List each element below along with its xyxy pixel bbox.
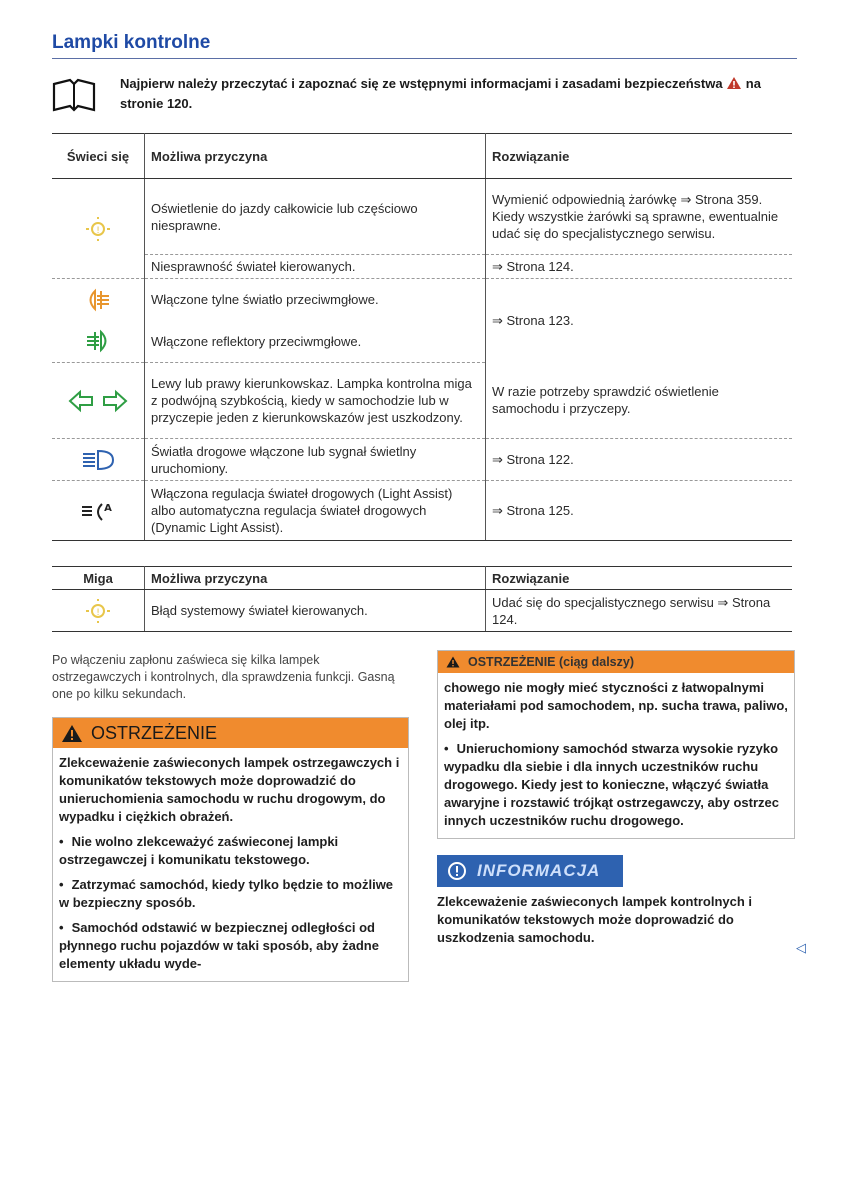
section-end-marker: ◁ xyxy=(796,940,806,955)
cause-cell: Światła drogowe włączone lub sygnał świetlny uruchomiony. xyxy=(145,439,486,481)
warning-triangle-icon xyxy=(726,76,742,90)
warning-bullet: • Samochód odstawić w bezpiecznej odległości od płynnego ruchu pojazdów w taki sposób, aby żadne elementy układu wyde- xyxy=(59,919,402,973)
solution-cell: Wymienić odpowiednią żarówkę ⇒ Strona 359. Kiedy wszystkie żarówki są sprawne, ewentualnie udać się do specjalistycznego serwisu. xyxy=(486,179,793,255)
front-fog-light-icon xyxy=(83,329,113,353)
table-row xyxy=(52,255,792,279)
solution-cell: ⇒ Strona 124. xyxy=(486,255,793,279)
intro-note xyxy=(52,74,792,122)
icon-cell xyxy=(52,439,145,481)
svg-text:!: ! xyxy=(96,607,100,618)
info-title: INFORMACJA xyxy=(477,861,601,880)
icon-cell xyxy=(52,363,145,439)
warning-continued-header xyxy=(438,651,794,673)
table-header xyxy=(52,567,792,590)
solution-cell: ⇒ Strona 123. xyxy=(492,313,574,329)
right-column xyxy=(437,650,793,947)
warning-continued-body xyxy=(438,673,794,838)
warning-body xyxy=(53,748,408,981)
intro-text-suffix: na stronie 120. xyxy=(120,76,761,111)
table-header xyxy=(52,134,792,179)
warning-bullet: • Zatrzymać samochód, kiedy tylko będzie to możliwe w bezpieczny sposób. xyxy=(59,876,402,912)
cause-cell: Lewy lub prawy kierunkowskaz. Lampka kontrolna miga z podwójną szybkością, kiedy w samochodzie lub w przyczepie jeden z kierunkowskazów jest uszkodzony. xyxy=(145,363,486,439)
header-blink: Miga xyxy=(52,567,145,590)
cause-cell: Oświetlenie do jazdy całkowicie lub częściowo niesprawne. xyxy=(145,179,486,255)
page-title: Lampki kontrolne xyxy=(52,32,211,53)
icon-cell xyxy=(52,590,145,632)
info-icon xyxy=(447,861,467,881)
icon-cell xyxy=(52,481,145,541)
warning-bullet: • Unieruchomiony samochód stwarza wysokie ryzyko wypadku dla siebie i dla innych uczestników ruchu drogowego. Kiedy jest to konieczne, włączyć światła awaryjne i rozstawić trójkąt ostrzegawczy, aby ostrzec innych uczestników ruchu drogowego. xyxy=(444,740,788,830)
book-icon xyxy=(52,78,96,112)
table-row xyxy=(52,179,792,255)
blink-lamps-table xyxy=(52,566,792,632)
title-divider xyxy=(52,58,797,59)
svg-text:A: A xyxy=(104,502,112,514)
table-row xyxy=(52,363,792,439)
warning-title: OSTRZEŻENIE xyxy=(91,723,218,743)
warning-continued-box xyxy=(437,650,795,839)
solution-cell: ⇒ Strona 122. xyxy=(486,439,793,481)
warning-text: Zlekceważenie zaświeconych lampek ostrzegawczych i komunikatów tekstowych może doprowadzić do unieruchomienia samochodu w ruchu drogowym, do wypadku i ciężkich obrażeń. xyxy=(59,755,400,824)
solution-cell: Udać się do specjalistycznego serwisu ⇒ Strona 124. xyxy=(486,590,793,632)
warning-header xyxy=(53,718,408,748)
header-solution: Rozwiązanie xyxy=(486,134,793,179)
fog-lamp-fault-icon xyxy=(85,599,111,623)
header-solution: Rozwiązanie xyxy=(486,567,793,590)
info-header xyxy=(437,855,623,887)
icon-cell xyxy=(52,279,145,321)
svg-text:!: ! xyxy=(96,225,100,236)
table-row xyxy=(52,279,792,321)
solution-cell: ⇒ Strona 125. xyxy=(486,481,793,541)
icon-cell xyxy=(52,321,145,363)
warning-continued-text: chowego nie mogły mieć styczności z łatwopalnymi materiałami pod samochodem, np. sucha trawa, paliwo, olej itp. xyxy=(444,680,788,731)
cause-cell: Włączone reflektory przeciwmgłowe. xyxy=(145,321,486,363)
light-assist-icon xyxy=(80,499,116,523)
lit-lamps-table xyxy=(52,133,792,541)
intro-text-main: Najpierw należy przeczytać i zapoznać się ze wstępnymi informacjami i zasadami bezpieczeństwa xyxy=(120,76,727,91)
warning-triangle-icon xyxy=(61,724,83,743)
warning-box xyxy=(52,717,409,982)
table-row xyxy=(52,439,792,481)
info-text: Zlekceważenie zaświeconych lampek kontrolnych i komunikatów tekstowych może doprowadzić do uszkodzenia samochodu. xyxy=(437,894,753,945)
intro-text xyxy=(120,74,790,114)
left-column xyxy=(52,652,407,982)
turn-signal-icon xyxy=(68,389,128,413)
warning-triangle-icon xyxy=(446,656,460,668)
cause-cell: Włączona regulacja świateł drogowych (Light Assist) albo automatyczna regulacja świateł drogowych (Dynamic Light Assist). xyxy=(145,481,486,541)
table-row xyxy=(52,481,792,541)
icon-cell xyxy=(52,179,145,279)
header-cause: Możliwa przyczyna xyxy=(145,567,486,590)
header-lit: Świeci się xyxy=(52,134,145,179)
high-beam-icon xyxy=(81,448,115,472)
solution-cell: W razie potrzeby sprawdzić oświetlenie samochodu i przyczepy. xyxy=(486,363,793,439)
table-row xyxy=(52,590,792,632)
rear-fog-light-icon xyxy=(83,288,113,312)
startup-paragraph: Po włączeniu zapłonu zaświeca się kilka lampek ostrzegawczych i kontrolnych, dla sprawdzenia funkcji. Gasną one po kilku sekundach. xyxy=(52,653,395,701)
warning-bullet: • Nie wolno zlekceważyć zaświeconej lampki ostrzegawczej i komunikatu tekstowego. xyxy=(59,833,402,869)
warning-continued-title: OSTRZEŻENIE (ciąg dalszy) xyxy=(468,655,635,669)
header-cause: Możliwa przyczyna xyxy=(145,134,486,179)
cause-cell: Błąd systemowy świateł kierowanych. xyxy=(145,590,486,632)
fog-lamp-fault-icon xyxy=(85,217,111,241)
cause-cell: Włączone tylne światło przeciwmgłowe. xyxy=(145,279,486,321)
cause-cell: Niesprawność świateł kierowanych. xyxy=(145,255,486,279)
